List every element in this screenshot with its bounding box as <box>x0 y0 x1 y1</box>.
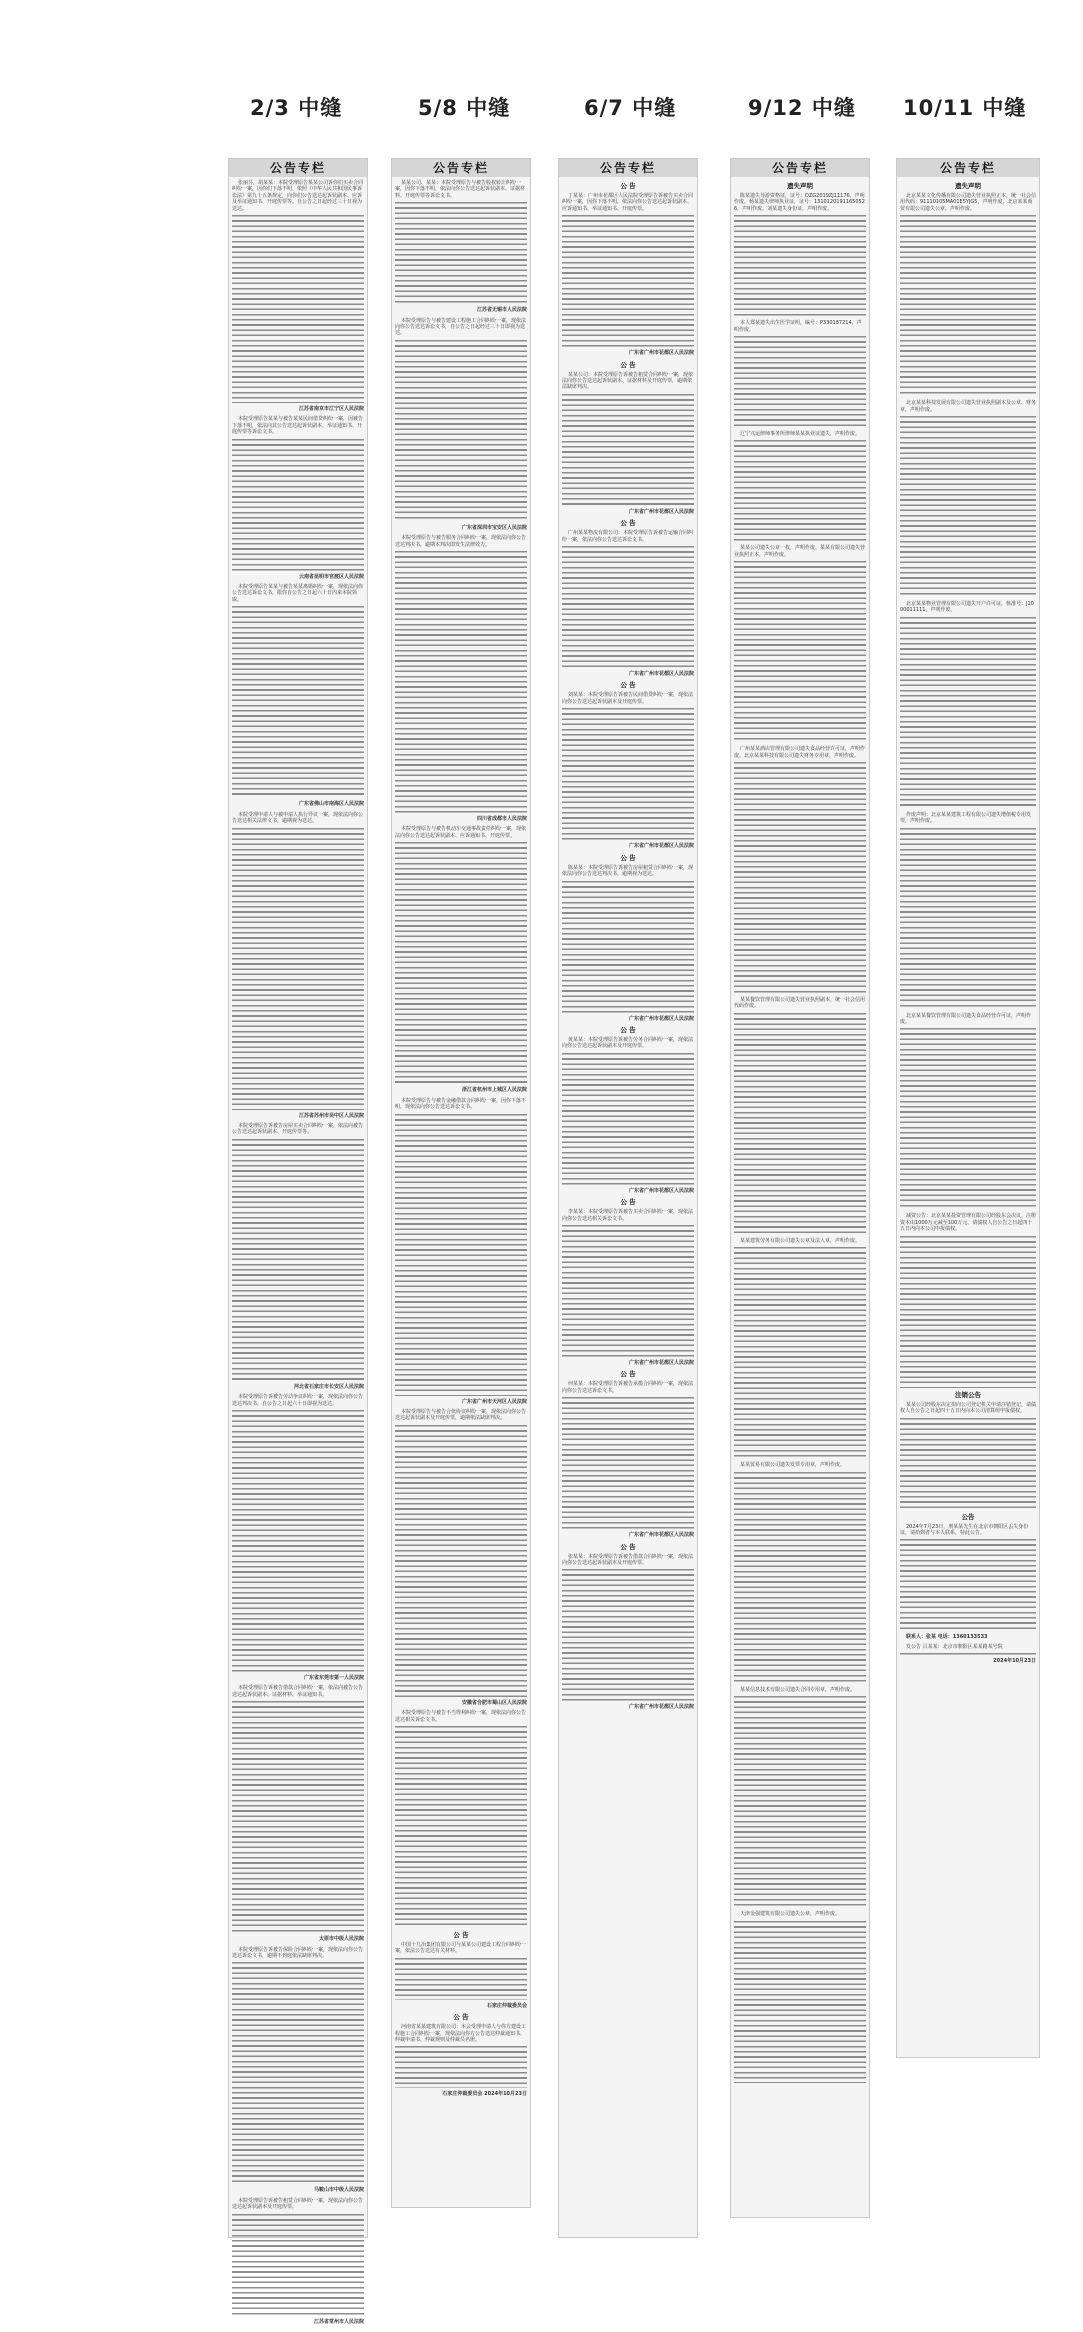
announcement-strip-5 <box>896 158 1040 2058</box>
notice-body-text-lines <box>562 1569 694 1701</box>
notice-paragraph: 发公告 吕某某：北京市朝阳区某某路某号院 <box>906 1643 1003 1650</box>
notice-paragraph: 某某餐饮管理有限公司遗失营业执照副本，统一社会信用代码作废。 <box>734 997 866 1010</box>
notice-paragraph: 中国十九冶集团有限公司与某某公司建设工程合同纠纷一案，依法公告送达有关材料。 <box>395 1941 527 1955</box>
notice-paragraph: 广州某某物流有限公司：本院受理原告诉被告运输合同纠纷一案，依法向你公告送达诉讼文书。 <box>562 530 694 543</box>
notice-paragraph: 陈某遗失导游资格证，证号：DZG2019ZJ11176，声明作废。杨某遗失律师执业证，证号：13101201911650526，声明作废。刘某遗失身份证，声明作废。 <box>734 193 865 212</box>
notice-body-text-lines <box>562 546 694 668</box>
strip-body <box>392 177 530 2105</box>
notice-paragraph: 北京某某餐饮管理有限公司遗失食品经营许可证，声明作废。 <box>900 1012 1032 1026</box>
notice-body-text-lines <box>734 215 866 317</box>
issuer-signature: 浙江省杭州市上城区人民法院 <box>461 1087 527 1094</box>
notice-paragraph: 本院受理原告与被告机动车交通事故责任纠纷一案，现依法向你公告送达起诉状副本、应诉通知书、开庭传票。 <box>395 826 527 839</box>
issuer-signature: 广东省广州市花都区人民法院 <box>628 1704 694 1711</box>
notice-paragraph: 黄某某：本院受理原告诉被告劳务合同纠纷一案，现依法向你公告送达起诉状副本及开庭传票。 <box>562 1036 694 1050</box>
issuer-signature: 广东省广州市花都区人民法院 <box>628 350 694 357</box>
notice-body-text-lines <box>734 440 866 542</box>
section-heading: 公告 <box>961 1512 975 1521</box>
notice-body-text-lines <box>562 1225 694 1357</box>
notice-paragraph: 陈某某：本院受理原告诉被告房屋租赁合同纠纷一案，现依法向你公告送达判决书，逾期视为送达。 <box>562 864 694 878</box>
section-heading: 公 告 <box>620 1198 636 1207</box>
notice-paragraph: 某某公司经股东决定拟向公司登记机关申请注销登记，请债权人自公告之日起四十五日内向本公司清算组申报债权。 <box>900 1401 1037 1415</box>
contact-line: 联系人：张某 电话：1360133533 <box>906 1634 988 1641</box>
issuer-signature: 广东省广州市花都区人民法院 <box>628 1015 694 1022</box>
notice-body-text-lines <box>900 1028 1036 1210</box>
notice-body-text-lines <box>734 762 866 994</box>
notice-paragraph: 本院受理原告与被告建设工程施工合同纠纷一案，现依法向你公告送达诉讼文书，自公告之日起经过三十日即视为送达。 <box>395 317 527 337</box>
section-heading: 公 告 <box>620 1370 636 1379</box>
notice-body-text-lines <box>395 1425 527 1697</box>
notice-paragraph: 本院受理原告诉被告保险合同纠纷一案，现依法向你公告送达诉讼文书，逾期不到庭依法缺席判决。 <box>232 1946 364 1959</box>
issuer-signature: 石家庄仲裁委员会 2024年10月23日 <box>442 2091 527 2098</box>
notice-body-text-lines <box>232 215 364 403</box>
column-title-3: 6/7 中缝 <box>584 96 677 120</box>
issuer-signature: 广东省广州市花都区人民法院 <box>628 508 694 515</box>
notice-body-text-lines <box>900 617 1036 809</box>
notice-body-text-lines <box>562 215 694 347</box>
notice-body-text-lines <box>395 2046 527 2088</box>
announcement-strip-3 <box>558 158 698 2238</box>
notice-body-text-lines <box>900 1236 1036 1388</box>
announcement-strip-2 <box>391 158 531 2208</box>
section-heading: 遗失声明 <box>787 182 813 190</box>
notice-paragraph: 本院受理申请人与被申请人执行异议一案，现依法向你公告送达相关法律文书，逾期视为送达。 <box>232 811 364 825</box>
issuer-signature: 马鞍山市中级人民法院 <box>313 2187 364 2194</box>
notice-paragraph: 2024年7月23日，刑某某先生在北京市朝阳区丢失身份证，请拾到者与本人联系，特此公告。 <box>900 1523 1029 1536</box>
issuer-signature: 河北省石家庄市长安区人民法院 <box>293 1383 364 1390</box>
issuer-signature: 江苏省无锡市人民法院 <box>476 307 527 314</box>
notice-paragraph: 本人郑某遗失出生医学证明，编号：P330187214，声明作废。 <box>734 320 862 333</box>
notice-paragraph: 本院受理原告与被告不当得利纠纷一案，现依法向你公告送达相关诉讼文书。 <box>395 1710 527 1723</box>
notice-paragraph: 何某某：本院受理原告诉被告承揽合同纠纷一案，现依法向你公告送达诉讼文书。 <box>562 1381 694 1394</box>
notice-body-text-lines <box>232 1962 364 2184</box>
issuer-signature: 广东省广州市花都区人民法院 <box>628 671 694 678</box>
strip-body <box>897 177 1039 1672</box>
notice-paragraph: 本院受理原告与被告合伙协议纠纷一案，现依法向你公告送达起诉状副本及开庭传票，逾期依法缺席判决。 <box>395 1408 527 1422</box>
notice-paragraph: 减资公告：北京某某投资管理有限公司经股东会决议，注册资本由1000万元减至100万元，请债权人自公告之日起四十五日内向本公司申报债权。 <box>900 1213 1037 1233</box>
notice-paragraph: 北京某某物业管理有限公司遗失开户许可证，核准号：J1000011111，声明作废。 <box>900 601 1034 614</box>
issuer-signature: 广东省广州市花都区人民法院 <box>628 843 694 850</box>
issuer-signature: 江苏省苏州市吴中区人民法院 <box>298 1112 364 1119</box>
notice-paragraph: 某某建筑劳务有限公司遗失公章及法人章，声明作废。 <box>740 1237 861 1244</box>
issuer-signature: 石家庄仲裁委员会 <box>486 2002 527 2009</box>
issuer-signature: 广东省广州市花都区人民法院 <box>628 1187 694 1194</box>
notice-paragraph: 本院受理原告某某与被告某某民间借贷纠纷一案，因被告下落不明，依法向其公告送达起诉状副本、举证通知书、开庭传票等诉讼文书。 <box>232 416 364 436</box>
issuer-signature: 安徽省合肥市蜀山区人民法院 <box>461 1699 527 1706</box>
notice-body-text-lines <box>562 1053 694 1185</box>
section-heading: 公 告 <box>620 1542 636 1551</box>
section-heading: 注销公告 <box>955 1390 981 1399</box>
issuer-signature: 广东省东莞市第一人民法院 <box>303 1674 364 1681</box>
issuer-signature: 广东省广州市天河区人民法院 <box>461 1398 527 1405</box>
section-heading: 公 告 <box>620 1025 636 1034</box>
notice-body-text-lines <box>232 2214 364 2316</box>
announcement-strip-4 <box>730 158 870 2218</box>
notice-paragraph: 广州某某酒店管理有限公司遗失食品经营许可证，声明作废。北京某某科技有限公司遗失财务专用章，声明作废。 <box>734 746 866 759</box>
strip-body <box>229 177 367 2332</box>
issuer-signature: 太原市中级人民法院 <box>318 1936 364 1943</box>
notice-body-text-lines <box>232 828 364 1110</box>
notice-body-text-lines <box>232 606 364 798</box>
notice-body-text-lines <box>734 1696 866 1908</box>
notice-paragraph: 辽宁兴运律师事务所律师某某执业证遗失，声明作废。 <box>740 431 861 438</box>
strip-header: 公告专栏 <box>392 159 530 177</box>
notice-paragraph: 作废声明：北京某某建筑工程有限公司遗失增值税专用发票，声明作废。 <box>900 811 1032 825</box>
notice-body-text-lines <box>562 881 694 1013</box>
notice-body-text-lines <box>734 1247 866 1459</box>
issuer-signature: 广东省广州市花都区人民法院 <box>628 1359 694 1366</box>
notice-paragraph: 某某公司遗失公章一枚，声明作废。某某有限公司遗失营业执照正本，声明作废。 <box>734 545 866 558</box>
notice-body-text-lines <box>232 1410 364 1672</box>
notice-body-text-lines <box>395 1726 527 1928</box>
notice-body-text-lines <box>395 842 527 1084</box>
notice-body-text-lines <box>734 1921 866 2083</box>
notice-paragraph: 刘某某：本院受理原告诉被告民间借贷纠纷一案，现依法向你公告送达起诉状副本及开庭传票。 <box>562 692 694 705</box>
section-heading: 遗失声明 <box>955 182 981 190</box>
notice-body-text-lines <box>562 1397 694 1529</box>
notice-body-text-lines <box>900 416 1036 598</box>
section-heading: 公 告 <box>453 1930 469 1939</box>
notice-body-text-lines <box>734 1013 866 1235</box>
issuer-signature: 江苏省南京市江宁区人民法院 <box>298 406 364 413</box>
notice-paragraph: 本院受理原告诉被告租赁合同纠纷一案，现依法向你公告送达起诉状副本及开庭传票。 <box>232 2197 364 2211</box>
notice-body-text-lines <box>395 551 527 813</box>
notice-paragraph: 李某某：本院受理原告诉被告买卖合同纠纷一案，现依法向你公告送达相关诉讼文书。 <box>562 1209 694 1222</box>
notice-body-text-lines <box>900 1539 1036 1631</box>
strip-body <box>731 177 869 2089</box>
column-title-4: 9/12 中缝 <box>748 96 856 120</box>
section-heading: 公 告 <box>620 519 636 528</box>
notice-paragraph: 本院受理原告诉被告借款合同纠纷一案，依法向被告公告送达起诉状副本、证据材料、举证通知书。 <box>232 1685 364 1698</box>
issuer-signature: 四川省成都市人民法院 <box>476 816 527 823</box>
strip-header: 公告专栏 <box>559 159 697 177</box>
notice-body-text-lines <box>395 202 527 304</box>
notice-body-text-lines <box>900 215 1036 397</box>
issuer-signature: 云南省昆明市官渡区人民法院 <box>298 573 364 580</box>
section-heading: 公 告 <box>620 360 636 369</box>
section-heading: 公 告 <box>620 182 636 190</box>
notice-body-text-lines <box>734 561 866 743</box>
notice-body-text-lines <box>395 340 527 522</box>
issuer-signature: 2024年10月23日 <box>993 1658 1036 1665</box>
notice-paragraph: 本院受理原告与被告金融借款合同纠纷一案，因你下落不明，现依法向你公告送达诉讼文书。 <box>395 1097 527 1111</box>
column-title-5: 10/11 中缝 <box>903 96 1027 120</box>
issuer-signature: 广东省深圳市宝安区人民法院 <box>461 524 527 531</box>
issuer-signature: 江苏省常州市人民法院 <box>313 2318 364 2325</box>
notice-body-text-lines <box>900 1653 1036 1655</box>
notice-body-text-lines <box>562 708 694 840</box>
notice-paragraph: 某某公司：本院受理原告诉被告租赁合同纠纷一案，现依法向你公告送达起诉状副本、证据材料及开庭传票，逾期依法缺席判决。 <box>562 371 694 391</box>
strip-header: 公告专栏 <box>731 159 869 177</box>
notice-body-text-lines <box>395 1958 527 2000</box>
notice-body-text-lines <box>232 439 364 571</box>
notice-body-text-lines <box>232 1139 364 1381</box>
section-heading: 公 告 <box>453 2013 469 2022</box>
announcement-strip-1 <box>228 158 368 2325</box>
notice-paragraph: 张丽芬，胡某某：本院受理原告某某公司诉你们买卖合同纠纷一案，因你们下落不明，依照《中华人民共和国民事诉讼法》第九十五条规定，向你们公告送达起诉状副本、应诉及举证通知书、开庭传票等。自公告之日起经过三十日视为送达。 <box>232 180 364 212</box>
notice-paragraph: 某某公司、某某：本院受理原告与被告股权转让纠纷一案，因你下落不明，依法向你公告送达起诉状副本、证据材料、开庭传票等诉讼文书。 <box>395 180 526 199</box>
column-title-2: 5/8 中缝 <box>418 96 511 120</box>
column-title-1: 2/3 中缝 <box>250 96 343 120</box>
section-heading: 公 告 <box>620 681 636 690</box>
notice-body-text-lines <box>562 394 694 506</box>
strip-body <box>559 177 697 1718</box>
notice-paragraph: 张某某：本院受理原告诉被告借款合同纠纷一案，现依法向你公告送达起诉状副本及开庭传票。 <box>562 1553 694 1566</box>
notice-paragraph: 北京某某文化传播有限公司遗失营业执照正本，统一社会信用代码：91110105MA01E5YJG5，声明作废。北京某某商贸有限公司遗失公章，声明作废。 <box>900 193 1037 212</box>
notice-body-text-lines <box>734 1472 866 1684</box>
section-heading: 公 告 <box>620 853 636 862</box>
notice-paragraph: 本院受理原告与被告服务合同纠纷一案，现依法向你公告送达判决书，逾期本判决即发生法律效力。 <box>395 535 527 548</box>
notice-paragraph: 某某贸易有限公司遗失发票专用章，声明作废。 <box>740 1462 846 1469</box>
notice-paragraph: 本院受理原告诉被告房屋买卖合同纠纷一案，依法向被告公告送达起诉状副本、开庭传票等。 <box>232 1122 364 1136</box>
notice-paragraph: 天津金强建筑有限公司遗失公章，声明作废。 <box>740 1911 841 1918</box>
notice-paragraph: 本院受理原告某某与被告某某离婚纠纷一案，现依法向你公告送达诉讼文书，限你自公告之日起六十日内来本院领取。 <box>232 584 364 603</box>
issuer-signature: 广东省广州市花都区人民法院 <box>628 1532 694 1539</box>
notice-body-text-lines <box>232 1701 364 1933</box>
notice-paragraph: 北京某某科技发展有限公司遗失营业执照副本及公章、财务章，声明作废。 <box>900 400 1037 413</box>
issuer-signature: 广东省佛山市南海区人民法院 <box>298 801 364 808</box>
notice-paragraph: 丁某某：广州市花都区人民法院受理原告诉被告买卖合同纠纷一案，因你下落不明，依法向你公告送达起诉状副本、应诉通知书、举证通知书、开庭传票。 <box>562 193 694 212</box>
notice-body-text-lines <box>395 1114 527 1396</box>
strip-header: 公告专栏 <box>229 159 367 177</box>
strip-header: 公告专栏 <box>897 159 1039 177</box>
notice-paragraph: 河南省某某建筑有限公司：本会受理申请人与你方建设工程施工合同纠纷一案，现依法向你方公告送达仲裁通知书、仲裁申请书、仲裁规则及仲裁员名册。 <box>395 2024 527 2043</box>
notice-paragraph: 本院受理原告诉被告劳动争议纠纷一案，现依法向你公告送达判决书，自公告之日起六十日即视为送达。 <box>232 1394 364 1407</box>
notice-body-text-lines <box>900 828 1036 1010</box>
notice-paragraph: 某某信息技术有限公司遗失合同专用章，声明作废。 <box>740 1686 856 1693</box>
notice-body-text-lines <box>900 1418 1036 1510</box>
notice-body-text-lines <box>734 336 866 428</box>
